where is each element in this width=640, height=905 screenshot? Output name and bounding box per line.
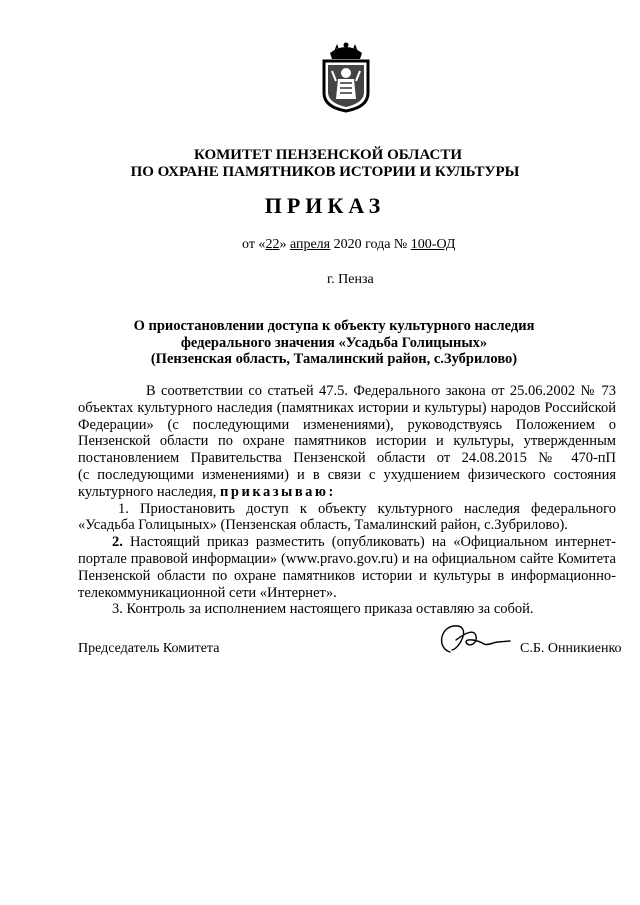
paragraph1-text: культурного наследия,	[78, 483, 221, 500]
paragraph1-line: В соответствии со статьей 47.5. Федерального закона от 25.06.2002 № 73	[146, 383, 616, 399]
date-number-line	[242, 237, 455, 253]
item1-line: 1. Приостановить доступ к объекту культурного наследия федерального	[118, 500, 616, 517]
paragraph1-line: (с последующими изменениями) и в связи с ухудшением физического состояния	[78, 466, 616, 483]
city: г. Пенза	[327, 272, 374, 287]
paragraph1-line	[78, 484, 616, 501]
date-prefix: от «	[242, 237, 266, 252]
order-word: приказываю:	[220, 483, 336, 500]
paragraph1-line: постановлением Правительства Пензенской области от 24.08.2015 № 470-пП	[78, 450, 616, 467]
item2-number: 2.	[112, 534, 123, 551]
signatory-name: С.Б. Онникиенко	[520, 641, 622, 656]
item3-line: 3. Контроль за исполнением настоящего приказа оставляю за собой.	[112, 601, 534, 618]
signatory-role: Председатель Комитета	[78, 641, 220, 656]
date-month: апреля	[289, 237, 331, 252]
paragraph1-line: объектах культурного наследия (памятниках истории и культуры) народов Российской	[78, 399, 616, 416]
item2-text: Настоящий приказ разместить (опубликовать) на «Официальном интернет-	[122, 534, 616, 551]
body-text	[78, 383, 616, 618]
coat-of-arms-emblem	[316, 41, 376, 113]
item2-line: Пензенской области по охране памятников истории и культуры в информационно-	[78, 567, 616, 584]
item2-line: телекоммуникационной сети «Интернет».	[78, 584, 337, 601]
item2-line: портале правовой информации» (www.pravo.gov.ru) и на официальном сайте Комитета	[78, 550, 616, 567]
subject-line2: федерального значения «Усадьба Голицыных»	[180, 335, 488, 351]
organization-name-line1: КОМИТЕТ ПЕНЗЕНСКОЙ ОБЛАСТИ	[193, 147, 463, 163]
date-mid2: 2020 года №	[330, 237, 411, 252]
paragraph1-line: Пензенской области по охране памятников истории и культуры, утвержденным	[78, 433, 616, 450]
item2-line	[112, 534, 616, 551]
date-mid1: »	[279, 237, 290, 252]
date-day: 22	[265, 237, 280, 252]
item1-line: «Усадьба Голицыных» (Пензенская область, Тамалинский район, с.Зубрилово).	[78, 517, 568, 534]
document-type-title: ПРИКАЗ	[264, 193, 386, 218]
handwritten-signature	[430, 618, 520, 658]
subject-line1: О приостановлении доступа к объекту культурного наследия	[133, 318, 535, 334]
document-number: 100-ОД	[410, 237, 456, 252]
paragraph1-line: Федерации» (с последующими изменениями), руководствуясь Положением о	[78, 416, 616, 433]
subject-line3: (Пензенская область, Тамалинский район, с.Зубрилово)	[150, 351, 518, 367]
organization-name-line2: ПО ОХРАНЕ ПАМЯТНИКОВ ИСТОРИИ И КУЛЬТУРЫ	[130, 164, 520, 180]
